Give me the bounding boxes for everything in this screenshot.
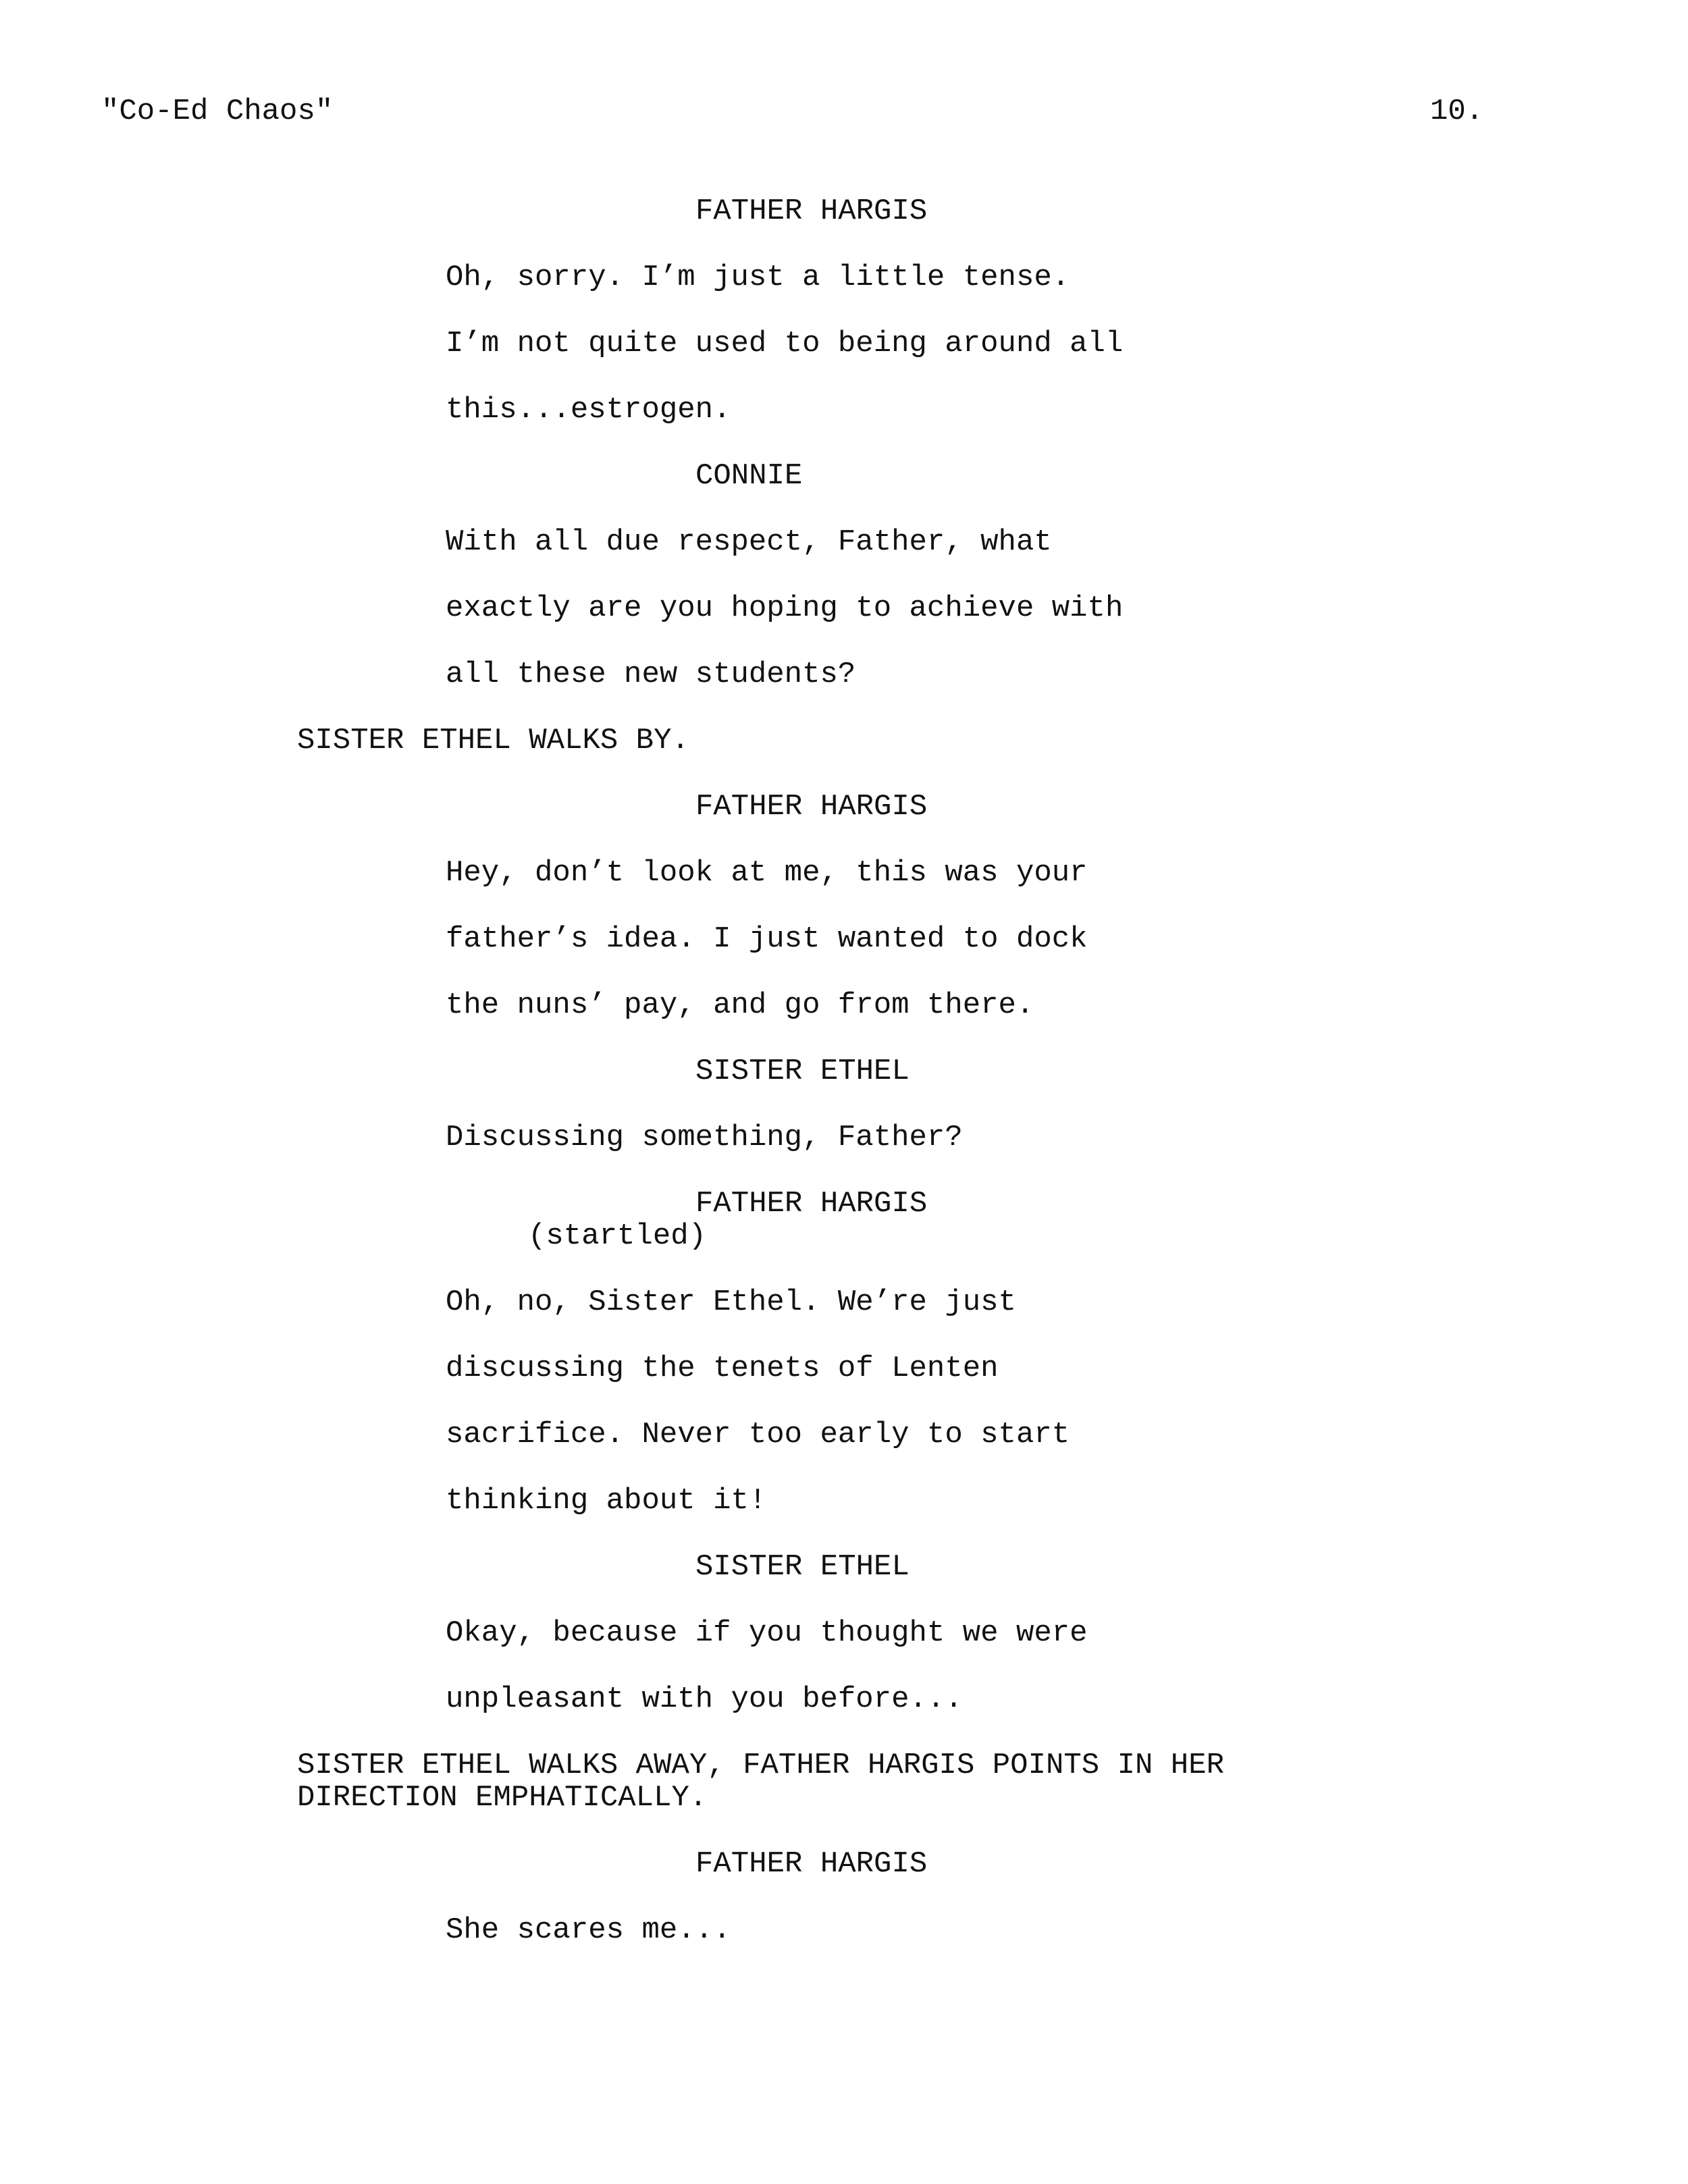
dialogue-line: Oh, sorry. I’m just a little tense.: [446, 261, 1070, 294]
dialogue-line: sacrifice. Never too early to start: [446, 1418, 1070, 1451]
character-name: SISTER ETHEL: [695, 1055, 909, 1088]
character-name: SISTER ETHEL: [695, 1550, 909, 1584]
dialogue-line: I’m not quite used to being around all: [446, 327, 1124, 361]
dialogue-line: this...estrogen.: [446, 393, 731, 427]
dialogue-line: the nuns’ pay, and go from there.: [446, 988, 1034, 1022]
dialogue-line: unpleasant with you before...: [446, 1682, 963, 1716]
dialogue-line: Okay, because if you thought we were: [446, 1616, 1088, 1650]
dialogue-line: exactly are you hoping to achieve with: [446, 591, 1124, 625]
dialogue-line: With all due respect, Father, what: [446, 525, 1052, 559]
dialogue-line: Discussing something, Father?: [446, 1121, 963, 1154]
dialogue-line: She scares me...: [446, 1913, 731, 1947]
character-name: FATHER HARGIS: [695, 790, 928, 824]
dialogue-line: thinking about it!: [446, 1484, 767, 1518]
dialogue-line: Oh, no, Sister Ethel. We’re just: [446, 1285, 1016, 1319]
character-name: CONNIE: [695, 459, 803, 493]
action-line: SISTER ETHEL WALKS BY.: [297, 724, 689, 757]
character-name: FATHER HARGIS: [695, 1187, 928, 1221]
parenthetical: (startled): [528, 1219, 707, 1253]
dialogue-line: discussing the tenets of Lenten: [446, 1352, 999, 1385]
dialogue-line: father’s idea. I just wanted to dock: [446, 922, 1088, 956]
action-line: SISTER ETHEL WALKS AWAY, FATHER HARGIS POINTS IN HER: [297, 1749, 1225, 1782]
character-name: FATHER HARGIS: [695, 194, 928, 228]
script-title: "Co-Ed Chaos": [101, 95, 334, 128]
page-number: 10.: [1430, 95, 1484, 128]
action-line: DIRECTION EMPHATICALLY.: [297, 1781, 708, 1815]
dialogue-line: Hey, don’t look at me, this was your: [446, 856, 1088, 890]
dialogue-line: all these new students?: [446, 658, 856, 691]
character-name: FATHER HARGIS: [695, 1847, 928, 1881]
